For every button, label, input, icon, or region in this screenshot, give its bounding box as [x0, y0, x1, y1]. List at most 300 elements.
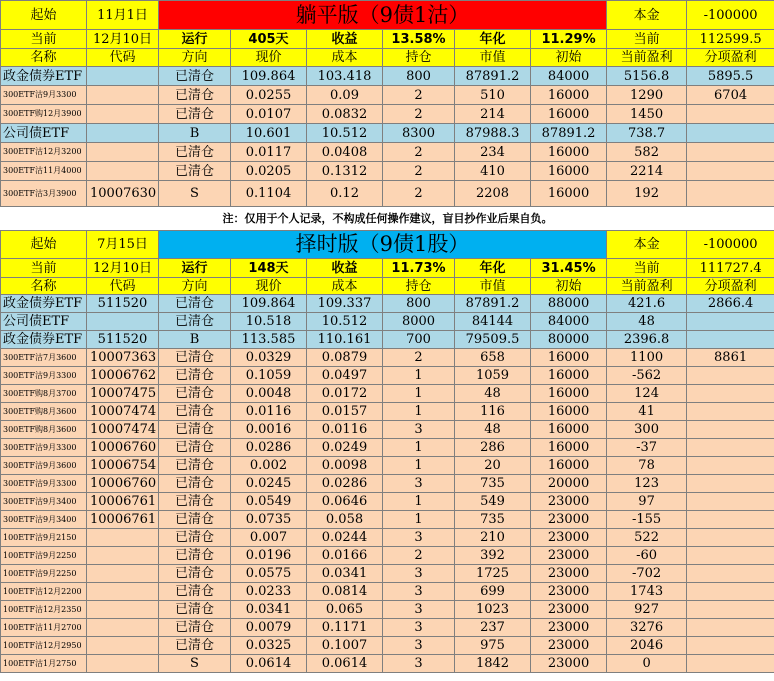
- cell-position: 2: [383, 143, 455, 162]
- cell-current-profit: -562: [607, 367, 687, 385]
- cell-current-profit: 192: [607, 181, 687, 207]
- table-row: [1, 295, 774, 313]
- cell-name: 100ETF沽12月2350: [1, 601, 87, 619]
- cell-position: 3: [383, 637, 455, 655]
- cell-code: 10006760: [87, 475, 159, 493]
- cell-price: 0.0575: [231, 565, 307, 583]
- cell-position: 2: [383, 86, 455, 105]
- cell-code: 10007474: [87, 421, 159, 439]
- cell-name: 300ETF购8月3600: [1, 403, 87, 421]
- t2-run-days: 148天: [231, 259, 307, 278]
- cell-code: [87, 313, 159, 331]
- cell-item-profit: [687, 637, 774, 655]
- cell-current-profit: -60: [607, 547, 687, 565]
- cell-initial: 80000: [531, 331, 607, 349]
- t2-capital-label: 本金: [607, 231, 687, 259]
- cell-cost: 0.065: [307, 601, 383, 619]
- cell-name: 300ETF沽9月3400: [1, 493, 87, 511]
- cell-name: 政金债券ETF: [1, 67, 87, 86]
- cell-cost: 0.1007: [307, 637, 383, 655]
- cell-price: 0.0549: [231, 493, 307, 511]
- cell-name: 100ETF沽12月2200: [1, 583, 87, 601]
- cell-initial: 88000: [531, 295, 607, 313]
- cell-initial: 84000: [531, 67, 607, 86]
- cell-direction: 已清仓: [159, 349, 231, 367]
- cell-cost: 0.0172: [307, 385, 383, 403]
- cell-initial: 87891.2: [531, 124, 607, 143]
- cell-current-profit: -155: [607, 511, 687, 529]
- cell-direction: 已清仓: [159, 637, 231, 655]
- cell-item-profit: [687, 493, 774, 511]
- table-row: [1, 67, 774, 86]
- t1-run-days: 405天: [231, 30, 307, 49]
- t2-ret-label: 收益: [307, 259, 383, 278]
- cell-position: 2: [383, 349, 455, 367]
- cell-name: 300ETF沽7月3600: [1, 349, 87, 367]
- table-row: [1, 162, 774, 181]
- cell-initial: 23000: [531, 529, 607, 547]
- cell-item-profit: 6704: [687, 86, 774, 105]
- header-current-profit: 当前盈利: [607, 49, 687, 67]
- header-price: 现价: [231, 49, 307, 67]
- cell-price: 0.0614: [231, 655, 307, 673]
- cell-direction: 已清仓: [159, 583, 231, 601]
- t1-run-label: 运行: [159, 30, 231, 49]
- cell-item-profit: [687, 313, 774, 331]
- cell-market-value: 1842: [455, 655, 531, 673]
- t2-cur-date: 12月10日: [87, 259, 159, 278]
- cell-price: 0.0016: [231, 421, 307, 439]
- header-direction: 方向: [159, 49, 231, 67]
- cell-market-value: 210: [455, 529, 531, 547]
- cell-initial: 23000: [531, 583, 607, 601]
- cell-market-value: 735: [455, 475, 531, 493]
- table-row: [1, 457, 774, 475]
- cell-item-profit: [687, 601, 774, 619]
- cell-current-profit: -702: [607, 565, 687, 583]
- cell-item-profit: 2866.4: [687, 295, 774, 313]
- cell-initial: 20000: [531, 475, 607, 493]
- cell-direction: 已清仓: [159, 439, 231, 457]
- cell-initial: 23000: [531, 547, 607, 565]
- cell-cost: 0.0408: [307, 143, 383, 162]
- table-row: [1, 601, 774, 619]
- t1-ret: 13.58%: [383, 30, 455, 49]
- t1-title: 躺平版（9债1沽）: [159, 1, 607, 30]
- cell-item-profit: [687, 475, 774, 493]
- t2-stats-row: [1, 259, 774, 278]
- cell-position: 700: [383, 331, 455, 349]
- cell-market-value: 20: [455, 457, 531, 475]
- cell-market-value: 549: [455, 493, 531, 511]
- cell-item-profit: [687, 331, 774, 349]
- cell-item-profit: [687, 162, 774, 181]
- cell-initial: 23000: [531, 511, 607, 529]
- header-initial: 初始: [531, 278, 607, 295]
- table-row: [1, 439, 774, 457]
- cell-market-value: 214: [455, 105, 531, 124]
- cell-position: 1: [383, 493, 455, 511]
- header-direction: 方向: [159, 278, 231, 295]
- cell-market-value: 48: [455, 421, 531, 439]
- cell-cost: 109.337: [307, 295, 383, 313]
- cell-code: [87, 619, 159, 637]
- cell-code: 10007474: [87, 403, 159, 421]
- table-row: [1, 655, 774, 673]
- cell-code: 511520: [87, 331, 159, 349]
- cell-item-profit: [687, 547, 774, 565]
- cell-code: [87, 601, 159, 619]
- cell-position: 2: [383, 181, 455, 207]
- cell-item-profit: [687, 511, 774, 529]
- cell-market-value: 392: [455, 547, 531, 565]
- cell-name: 公司债ETF: [1, 313, 87, 331]
- cell-position: 8300: [383, 124, 455, 143]
- cell-initial: 16000: [531, 385, 607, 403]
- t1-cur-value: 112599.5: [687, 30, 774, 49]
- cell-position: 3: [383, 475, 455, 493]
- cell-name: 300ETF沽9月3300: [1, 475, 87, 493]
- cell-direction: S: [159, 181, 231, 207]
- cell-direction: S: [159, 655, 231, 673]
- cell-market-value: 234: [455, 143, 531, 162]
- t1-cur-label: 当前: [1, 30, 87, 49]
- note-row: [1, 207, 774, 231]
- t1-cur-date: 12月10日: [87, 30, 159, 49]
- cell-current-profit: 5156.8: [607, 67, 687, 86]
- cell-position: 1: [383, 367, 455, 385]
- cell-price: 0.0341: [231, 601, 307, 619]
- header-position: 持仓: [383, 49, 455, 67]
- cell-code: [87, 529, 159, 547]
- disclaimer-note: 注：仅用于个人记录，不构成任何操作建议，盲目抄作业后果自负。: [1, 207, 774, 231]
- cell-price: 0.0079: [231, 619, 307, 637]
- cell-code: 10007630: [87, 181, 159, 207]
- header-price: 现价: [231, 278, 307, 295]
- t2-title-row: [1, 231, 774, 259]
- cell-market-value: 87891.2: [455, 67, 531, 86]
- cell-market-value: 79509.5: [455, 331, 531, 349]
- cell-initial: 16000: [531, 349, 607, 367]
- cell-price: 0.0233: [231, 583, 307, 601]
- cell-price: 0.1059: [231, 367, 307, 385]
- cell-initial: 16000: [531, 421, 607, 439]
- cell-direction: 已清仓: [159, 457, 231, 475]
- cell-initial: 16000: [531, 367, 607, 385]
- cell-name: 300ETF沽12月3200: [1, 143, 87, 162]
- cell-market-value: 87891.2: [455, 295, 531, 313]
- cell-direction: 已清仓: [159, 67, 231, 86]
- cell-name: 300ETF沽11月4000: [1, 162, 87, 181]
- cell-position: 1: [383, 457, 455, 475]
- table-row: [1, 619, 774, 637]
- cell-code: 10006761: [87, 511, 159, 529]
- table-row: [1, 385, 774, 403]
- header-item-profit: 分项盈利: [687, 49, 774, 67]
- cell-market-value: 658: [455, 349, 531, 367]
- cell-price: 10.518: [231, 313, 307, 331]
- cell-direction: 已清仓: [159, 475, 231, 493]
- t1-start-date: 11月1日: [87, 1, 159, 30]
- cell-cost: 0.0814: [307, 583, 383, 601]
- table-row: [1, 331, 774, 349]
- t1-ret-label: 收益: [307, 30, 383, 49]
- cell-direction: 已清仓: [159, 385, 231, 403]
- t2-ann: 31.45%: [531, 259, 607, 278]
- cell-price: 109.864: [231, 67, 307, 86]
- cell-direction: 已清仓: [159, 105, 231, 124]
- header-cost: 成本: [307, 278, 383, 295]
- cell-price: 0.0255: [231, 86, 307, 105]
- cell-market-value: 116: [455, 403, 531, 421]
- t2-cur2-label: 当前: [607, 259, 687, 278]
- cell-name: 100ETF沽9月2250: [1, 547, 87, 565]
- cell-name: 300ETF沽9月3300: [1, 367, 87, 385]
- cell-price: 0.0116: [231, 403, 307, 421]
- cell-item-profit: 8861: [687, 349, 774, 367]
- t2-ret: 11.73%: [383, 259, 455, 278]
- cell-price: 0.0117: [231, 143, 307, 162]
- cell-price: 109.864: [231, 295, 307, 313]
- cell-direction: B: [159, 331, 231, 349]
- header-name: 名称: [1, 49, 87, 67]
- cell-cost: 103.418: [307, 67, 383, 86]
- table-row: [1, 421, 774, 439]
- cell-code: [87, 583, 159, 601]
- table-row: [1, 565, 774, 583]
- cell-name: 300ETF沽3月3900: [1, 181, 87, 207]
- cell-name: 政金债券ETF: [1, 331, 87, 349]
- cell-position: 1: [383, 403, 455, 421]
- cell-initial: 16000: [531, 181, 607, 207]
- cell-code: 511520: [87, 295, 159, 313]
- cell-code: 10006760: [87, 439, 159, 457]
- cell-item-profit: [687, 403, 774, 421]
- cell-market-value: 1023: [455, 601, 531, 619]
- cell-code: [87, 105, 159, 124]
- cell-item-profit: [687, 367, 774, 385]
- cell-cost: 0.0166: [307, 547, 383, 565]
- cell-direction: 已清仓: [159, 601, 231, 619]
- cell-cost: 10.512: [307, 313, 383, 331]
- cell-initial: 23000: [531, 493, 607, 511]
- cell-name: 100ETF沽9月2150: [1, 529, 87, 547]
- cell-item-profit: [687, 439, 774, 457]
- cell-position: 1: [383, 511, 455, 529]
- cell-price: 113.585: [231, 331, 307, 349]
- cell-current-profit: 123: [607, 475, 687, 493]
- cell-cost: 0.0116: [307, 421, 383, 439]
- cell-initial: 16000: [531, 105, 607, 124]
- cell-initial: 23000: [531, 565, 607, 583]
- table-row: [1, 143, 774, 162]
- cell-initial: 23000: [531, 655, 607, 673]
- cell-cost: 0.0614: [307, 655, 383, 673]
- cell-position: 3: [383, 529, 455, 547]
- table-row: [1, 181, 774, 207]
- cell-position: 3: [383, 583, 455, 601]
- cell-code: 10006761: [87, 493, 159, 511]
- cell-direction: 已清仓: [159, 619, 231, 637]
- cell-price: 0.0196: [231, 547, 307, 565]
- cell-direction: 已清仓: [159, 367, 231, 385]
- cell-market-value: 735: [455, 511, 531, 529]
- cell-item-profit: [687, 655, 774, 673]
- cell-name: 100ETF沽11月2700: [1, 619, 87, 637]
- cell-price: 0.002: [231, 457, 307, 475]
- t1-header-row: [1, 49, 774, 67]
- table-row: [1, 637, 774, 655]
- header-position: 持仓: [383, 278, 455, 295]
- header-current-profit: 当前盈利: [607, 278, 687, 295]
- header-initial: 初始: [531, 49, 607, 67]
- cell-code: [87, 143, 159, 162]
- cell-name: 300ETF沽9月3300: [1, 86, 87, 105]
- cell-position: 1: [383, 385, 455, 403]
- cell-item-profit: [687, 124, 774, 143]
- cell-item-profit: [687, 565, 774, 583]
- table-row: [1, 529, 774, 547]
- cell-current-profit: 97: [607, 493, 687, 511]
- t2-cur-value: 111727.4: [687, 259, 774, 278]
- table-row: [1, 313, 774, 331]
- cell-market-value: 84144: [455, 313, 531, 331]
- cell-cost: 0.058: [307, 511, 383, 529]
- cell-cost: 0.0249: [307, 439, 383, 457]
- cell-name: 公司债ETF: [1, 124, 87, 143]
- t2-capital: -100000: [687, 231, 774, 259]
- cell-cost: 110.161: [307, 331, 383, 349]
- cell-market-value: 87988.3: [455, 124, 531, 143]
- table-row: [1, 475, 774, 493]
- cell-initial: 16000: [531, 162, 607, 181]
- cell-direction: 已清仓: [159, 86, 231, 105]
- cell-current-profit: 582: [607, 143, 687, 162]
- cell-initial: 23000: [531, 637, 607, 655]
- cell-code: [87, 637, 159, 655]
- cell-current-profit: 421.6: [607, 295, 687, 313]
- t1-ann-label: 年化: [455, 30, 531, 49]
- cell-item-profit: [687, 529, 774, 547]
- cell-cost: 0.0341: [307, 565, 383, 583]
- cell-name: 300ETF购12月3900: [1, 105, 87, 124]
- cell-current-profit: 1100: [607, 349, 687, 367]
- t2-header-row: [1, 278, 774, 295]
- header-name: 名称: [1, 278, 87, 295]
- cell-market-value: 975: [455, 637, 531, 655]
- cell-market-value: 699: [455, 583, 531, 601]
- cell-current-profit: 41: [607, 403, 687, 421]
- cell-code: [87, 86, 159, 105]
- cell-direction: 已清仓: [159, 511, 231, 529]
- cell-current-profit: 2396.8: [607, 331, 687, 349]
- cell-item-profit: [687, 385, 774, 403]
- cell-name: 300ETF沽9月3300: [1, 439, 87, 457]
- cell-price: 0.0048: [231, 385, 307, 403]
- cell-initial: 16000: [531, 143, 607, 162]
- cell-current-profit: 48: [607, 313, 687, 331]
- cell-cost: 10.512: [307, 124, 383, 143]
- header-code: 代码: [87, 278, 159, 295]
- cell-code: [87, 655, 159, 673]
- cell-cost: 0.0646: [307, 493, 383, 511]
- cell-market-value: 410: [455, 162, 531, 181]
- cell-item-profit: [687, 619, 774, 637]
- t1-ann: 11.29%: [531, 30, 607, 49]
- cell-price: 0.0329: [231, 349, 307, 367]
- cell-current-profit: 0: [607, 655, 687, 673]
- table-row: [1, 349, 774, 367]
- t1-cur2-label: 当前: [607, 30, 687, 49]
- cell-initial: 16000: [531, 403, 607, 421]
- cell-item-profit: [687, 421, 774, 439]
- cell-current-profit: 522: [607, 529, 687, 547]
- header-cost: 成本: [307, 49, 383, 67]
- cell-position: 2: [383, 105, 455, 124]
- cell-initial: 23000: [531, 619, 607, 637]
- t1-capital: -100000: [687, 1, 774, 30]
- cell-code: [87, 162, 159, 181]
- cell-cost: 0.0157: [307, 403, 383, 421]
- cell-initial: 84000: [531, 313, 607, 331]
- cell-direction: 已清仓: [159, 529, 231, 547]
- t2-ann-label: 年化: [455, 259, 531, 278]
- cell-name: 300ETF购8月3700: [1, 385, 87, 403]
- cell-direction: 已清仓: [159, 565, 231, 583]
- cell-market-value: 1059: [455, 367, 531, 385]
- cell-position: 800: [383, 67, 455, 86]
- cell-price: 0.0735: [231, 511, 307, 529]
- cell-price: 0.0205: [231, 162, 307, 181]
- cell-price: 10.601: [231, 124, 307, 143]
- table-row: [1, 105, 774, 124]
- cell-market-value: 286: [455, 439, 531, 457]
- t2-cur-label: 当前: [1, 259, 87, 278]
- cell-current-profit: 124: [607, 385, 687, 403]
- header-code: 代码: [87, 49, 159, 67]
- cell-market-value: 237: [455, 619, 531, 637]
- t1-start-label: 起始: [1, 1, 87, 30]
- cell-name: 100ETF沽1月2750: [1, 655, 87, 673]
- cell-item-profit: 5895.5: [687, 67, 774, 86]
- cell-cost: 0.12: [307, 181, 383, 207]
- cell-initial: 16000: [531, 457, 607, 475]
- cell-cost: 0.1312: [307, 162, 383, 181]
- cell-price: 0.0325: [231, 637, 307, 655]
- cell-position: 2: [383, 162, 455, 181]
- t2-start-date: 7月15日: [87, 231, 159, 259]
- cell-position: 3: [383, 601, 455, 619]
- cell-code: 10007363: [87, 349, 159, 367]
- header-market-value: 市值: [455, 278, 531, 295]
- cell-direction: 已清仓: [159, 421, 231, 439]
- cell-name: 100ETF沽12月2950: [1, 637, 87, 655]
- cell-code: 10006754: [87, 457, 159, 475]
- cell-code: 10006762: [87, 367, 159, 385]
- cell-direction: B: [159, 124, 231, 143]
- cell-market-value: 48: [455, 385, 531, 403]
- cell-cost: 0.0244: [307, 529, 383, 547]
- table-row: [1, 583, 774, 601]
- cell-direction: 已清仓: [159, 295, 231, 313]
- header-item-profit: 分项盈利: [687, 278, 774, 295]
- cell-current-profit: 3276: [607, 619, 687, 637]
- cell-position: 3: [383, 619, 455, 637]
- cell-code: [87, 67, 159, 86]
- cell-position: 1: [383, 439, 455, 457]
- cell-current-profit: 1450: [607, 105, 687, 124]
- cell-name: 300ETF沽9月3400: [1, 511, 87, 529]
